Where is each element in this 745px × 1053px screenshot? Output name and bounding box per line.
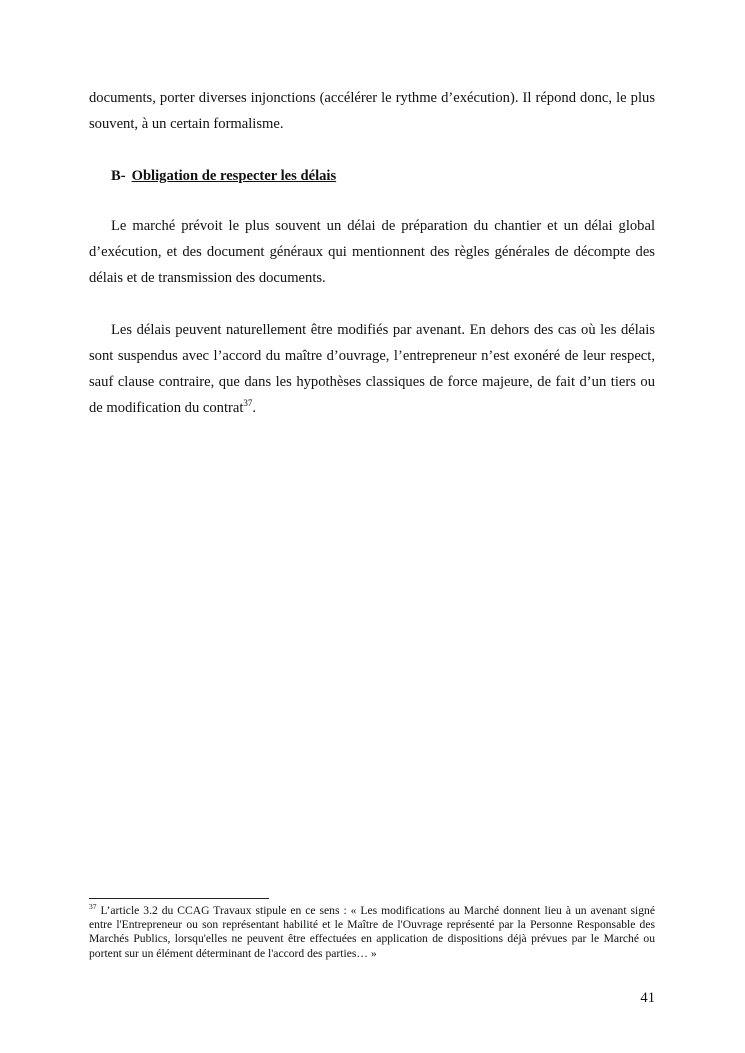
paragraph-end: . [252, 400, 257, 416]
paragraph-delays-preparation: Le marché prévoit le plus souvent un délai de préparation du chantier et un délai global d’exécution, et des document généraux qui mentionnent des règles générales de décompte des délais et de transmission des documents. [89, 218, 655, 286]
intro-paragraph: documents, porter diverses injonctions (accélérer le rythme d’exécution). Il répond donc, le plus souvent, à un certain formalisme. [89, 90, 655, 132]
footnote-text: L’article 3.2 du CCAG Travaux stipule en ce sens : « Les modifications au Marché donnent lieu à un avenant signé entre l'Entrepreneur ou son représentant habilité et le Maître de l'Ouvrage représenté par la Personne Responsable des Marchés Publics, lorsqu'elles ne peuvent être effectuées en application de dispositions déjà prévues par le Marché ou portent sur un élément déterminant de l'accord des parties… » [89, 904, 655, 960]
footnote-number: 37 [89, 902, 97, 912]
footnote [89, 904, 655, 961]
section-title: Obligation de respecter les délais [131, 168, 337, 184]
page-number: 41 [640, 990, 655, 1006]
paragraph-text: Les délais peuvent naturellement être modifiés par avenant. En dehors des cas où les délais sont suspendus avec l’accord du maître d’ouvrage, l’entrepreneur n’est exonéré de leur respect, sauf clause contraire, que dans les hypothèses classiques de force majeure, de fait d’un tiers ou de modification du contrat [89, 322, 655, 416]
section-number: B- [111, 168, 126, 184]
footnote-reference[interactable]: 37 [243, 398, 253, 409]
footnote-separator [89, 898, 269, 899]
paragraph-delays-modification [89, 317, 655, 421]
section-heading [111, 163, 336, 189]
